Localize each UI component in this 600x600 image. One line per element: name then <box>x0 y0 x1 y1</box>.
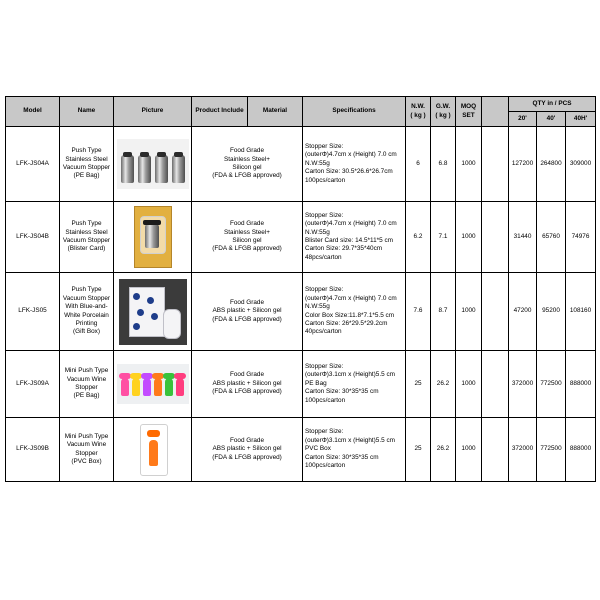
model-cell: LFK-JS04B <box>6 202 60 273</box>
nw-cell: 25 <box>406 418 431 482</box>
gw-cell: 26.2 <box>431 418 456 482</box>
header-40ft: 40' <box>537 112 566 127</box>
model-cell: LFK-JS09A <box>6 351 60 418</box>
moq-cell: 1000 <box>456 202 482 273</box>
header-picture: Picture <box>114 97 192 127</box>
name-cell: Mini Push Type Vacuum Wine Stopper (PE Bag) <box>60 351 114 418</box>
material-cell: Food Grade ABS plastic + Silicon gel (FDA & LFGB approved) <box>192 273 303 351</box>
model-cell: LFK-JS04A <box>6 127 60 202</box>
mini-stoppers-photo <box>117 364 189 404</box>
model-cell: LFK-JS05 <box>6 273 60 351</box>
qty-20ft-cell: 31440 <box>509 202 537 273</box>
gw-cell: 26.2 <box>431 351 456 418</box>
header-row <box>6 97 596 112</box>
qty-40hq-cell: 888000 <box>566 418 596 482</box>
qty-20ft-cell: 372000 <box>509 351 537 418</box>
qty-20ft-cell: 47200 <box>509 273 537 351</box>
specifications-cell: Stopper Size: (outerΦ)4.7cm x (Height) 7.0 cm N.W:55g Color Box Size:11.8*7.1*5.5 cm Carton Size: 26*29.5*29.2cm 40pcs/carton <box>303 273 406 351</box>
porcelain-gift-box-photo <box>119 279 187 345</box>
header-nw: N.W. ( kg ) <box>406 97 431 127</box>
moq-cell: 1000 <box>456 351 482 418</box>
qty-40hq-cell: 309000 <box>566 127 596 202</box>
name-cell: Push Type Vacuum Stopper With Blue-and- White Porcelain Printing (Gift Box) <box>60 273 114 351</box>
moq-cell: 1000 <box>456 273 482 351</box>
qty-40hq-cell: 108160 <box>566 273 596 351</box>
header-20ft: 20' <box>509 112 537 127</box>
picture-cell <box>114 127 192 202</box>
blank-cell <box>482 202 509 273</box>
model-cell: LFK-JS09B <box>6 418 60 482</box>
header-40hq: 40H' <box>566 112 596 127</box>
table-row <box>6 418 596 482</box>
material-cell: Food Grade ABS plastic + Silicon gel (FDA & LFGB approved) <box>192 418 303 482</box>
picture-cell <box>114 351 192 418</box>
gw-cell: 7.1 <box>431 202 456 273</box>
qty-40hq-cell: 74976 <box>566 202 596 273</box>
moq-cell: 1000 <box>456 127 482 202</box>
gw-cell: 6.8 <box>431 127 456 202</box>
name-cell: Push Type Stainless Steel Vacuum Stopper (Blister Card) <box>60 202 114 273</box>
specifications-cell: Stopper Size: (outerΦ)4.7cm x (Height) 7.0 cm N.W:55g Blister Card size: 14.5*11*5 cm Carton Size: 29.7*35*40cm 48pcs/carton <box>303 202 406 273</box>
blank-cell <box>482 351 509 418</box>
gw-cell: 8.7 <box>431 273 456 351</box>
qty-40ft-cell: 65760 <box>537 202 566 273</box>
specifications-cell: Stopper Size: (outerΦ)3.1cm x (Height)5.5 cm PE Bag Carton Size: 30*35*35 cm 100pcs/carton <box>303 351 406 418</box>
material-cell: Food Grade Stainless Steel+ Silicon gel (FDA & LFGB approved) <box>192 127 303 202</box>
name-cell: Push Type Stainless Steel Vacuum Stopper (PE Bag) <box>60 127 114 202</box>
qty-40ft-cell: 95200 <box>537 273 566 351</box>
table-row <box>6 127 596 202</box>
name-cell: Mini Push Type Vacuum Wine Stopper (PVC Box) <box>60 418 114 482</box>
header-moq: MOQ SET <box>456 97 482 127</box>
picture-cell <box>114 418 192 482</box>
blank-cell <box>482 273 509 351</box>
qty-40ft-cell: 772500 <box>537 418 566 482</box>
header-product-include: Product Include <box>192 97 248 127</box>
header-model: Model <box>6 97 60 127</box>
qty-40ft-cell: 772500 <box>537 351 566 418</box>
table-row <box>6 202 596 273</box>
table-row <box>6 351 596 418</box>
specifications-cell: Stopper Size: (outerΦ)3.1cm x (Height)5.5 cm PVC Box Carton Size: 30*35*35 cm 100pcs/carton <box>303 418 406 482</box>
qty-40ft-cell: 264800 <box>537 127 566 202</box>
header-name: Name <box>60 97 114 127</box>
header-qty: QTY in / PCS <box>509 97 596 112</box>
product-spec-table <box>5 96 596 482</box>
picture-cell <box>114 273 192 351</box>
header-blank <box>482 97 509 127</box>
header-specifications: Specifications <box>303 97 406 127</box>
nw-cell: 6.2 <box>406 202 431 273</box>
stainless-stoppers-photo <box>117 139 189 189</box>
qty-20ft-cell: 127200 <box>509 127 537 202</box>
nw-cell: 7.6 <box>406 273 431 351</box>
qty-20ft-cell: 372000 <box>509 418 537 482</box>
pvc-box-photo <box>138 422 168 478</box>
picture-cell <box>114 202 192 273</box>
nw-cell: 6 <box>406 127 431 202</box>
blank-cell <box>482 418 509 482</box>
blank-cell <box>482 127 509 202</box>
header-gw: G.W. ( kg ) <box>431 97 456 127</box>
qty-40hq-cell: 888000 <box>566 351 596 418</box>
moq-cell: 1000 <box>456 418 482 482</box>
material-cell: Food Grade ABS plastic + Silicon gel (FDA & LFGB approved) <box>192 351 303 418</box>
nw-cell: 25 <box>406 351 431 418</box>
blister-card-photo <box>132 204 174 270</box>
table-row <box>6 273 596 351</box>
header-material: Material <box>248 97 303 127</box>
specifications-cell: Stopper Size: (outerΦ)4.7cm x (Height) 7.0 cm N.W:55g Carton Size: 30.5*26.6*26.7cm 100pcs/carton <box>303 127 406 202</box>
material-cell: Food Grade Stainless Steel+ Silicon gel (FDA & LFGB approved) <box>192 202 303 273</box>
